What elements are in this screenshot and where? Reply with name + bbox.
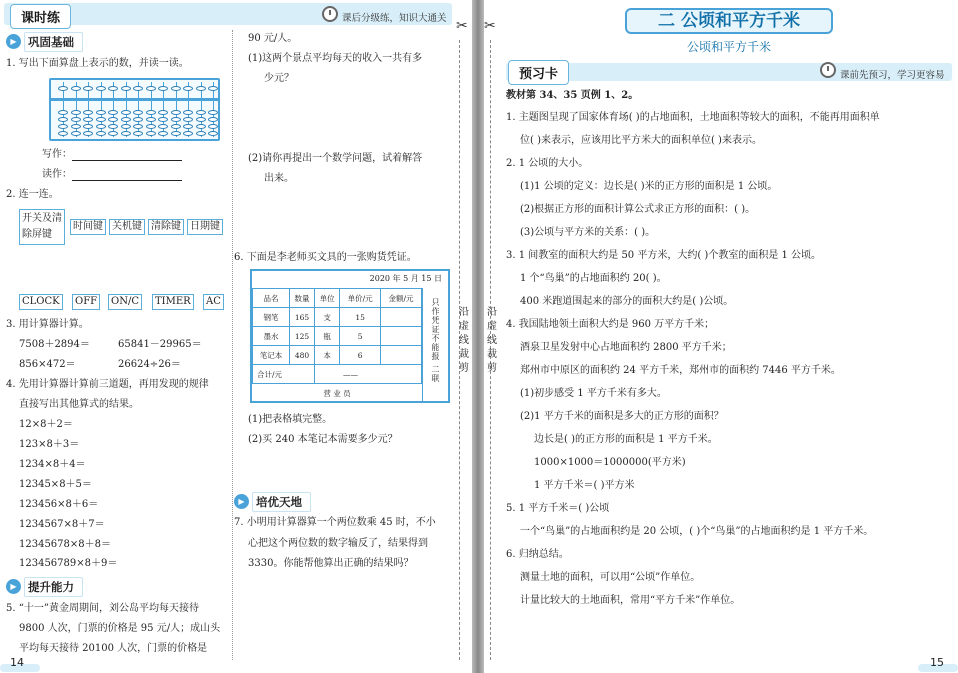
abacus-bead — [96, 110, 106, 115]
q4-item-1: 123×8＋3＝ — [19, 439, 80, 450]
book-gutter — [472, 0, 484, 673]
preview-line: (2)根据正方形的面积计算公式求正方形的面积：( )。 — [520, 204, 756, 215]
q5-sub2-2: 出来。 — [264, 173, 294, 184]
preview-line: 一个“鸟巢”的占地面积约是 20 公顷，( )个“鸟巢”的占地面积约是 1 平方千米。 — [520, 526, 874, 537]
receipt-amount-cell[interactable] — [381, 327, 422, 346]
q7-text-1: 7. 小明用计算器算一个两位数乘 45 时，不小 — [234, 517, 436, 528]
q5-text-2: 9800 人次，门票的价格是 95 元/人；成山头 — [19, 623, 221, 634]
abacus-bead — [146, 124, 156, 129]
q1-write-label: 写作： — [42, 149, 72, 160]
table-row — [253, 346, 422, 365]
key-cn-3: 清除键 — [148, 219, 184, 235]
abacus-bead — [183, 117, 193, 122]
q4-item-4: 123456×8＋6＝ — [19, 499, 99, 510]
receipt-table — [250, 269, 450, 403]
receipt-header-row — [253, 289, 422, 308]
receipt-side-note — [422, 288, 448, 401]
q3-item-3: 26624÷26＝ — [118, 359, 181, 370]
key-en-1: OFF — [72, 294, 100, 310]
abacus-bead — [71, 86, 81, 91]
chapter-title: 二 公顷和平方千米 — [625, 8, 833, 34]
key-cn-1: 时间键 — [70, 219, 106, 235]
abacus-bead — [196, 131, 206, 136]
play-icon: ▶ — [234, 494, 249, 509]
table-row — [253, 327, 422, 346]
abacus-bead — [96, 131, 106, 136]
receipt-side-bottom: 二联 — [431, 365, 440, 383]
key-en-0: CLOCK — [19, 294, 63, 310]
q7-text-2: 心把这个两位数的数字输反了，结果得到 — [248, 538, 428, 549]
abacus-bead — [108, 110, 118, 115]
receipt-cell: 6 — [340, 346, 381, 365]
q1-read-blank[interactable] — [72, 172, 182, 181]
receipt-total-dash: —— — [315, 365, 422, 384]
abacus-bead — [121, 117, 131, 122]
table-row — [253, 308, 422, 327]
section-extend — [234, 493, 311, 510]
abacus-bead — [83, 117, 93, 122]
q6-sub2: (2)买 240 本笔记本需要多少元？ — [248, 434, 398, 445]
abacus-bead — [171, 110, 181, 115]
key-cn-2: 关机键 — [109, 219, 145, 235]
abacus-bead — [108, 131, 118, 136]
key-en-2: ON/C — [108, 294, 142, 310]
preview-line: 1. 主题图呈现了国家体育场( )的占地面积，土地面积等较大的面积，不能再用面积单 — [506, 112, 880, 123]
key-cn-0: 开关及清除屏键 — [19, 209, 65, 245]
section-basic — [6, 33, 83, 50]
preview-line: 位( )来表示，应该用比平方米大的面积单位( )来表示。 — [520, 135, 762, 146]
q3-text: 3. 用计算器计算。 — [6, 319, 89, 330]
abacus-bead — [58, 86, 68, 91]
table-row — [253, 384, 422, 403]
preview-line: 郑州市中原区的面积约 24 平方千米，郑州市的面积约 7446 平方千米。 — [520, 365, 841, 376]
q5-text-1: 5. “十一”黄金周期间，刘公岛平均每天接待 — [6, 603, 199, 614]
abacus-bead — [146, 117, 156, 122]
abacus-bead — [121, 124, 131, 129]
left-page — [0, 0, 470, 673]
receipt-cell: 瓶 — [315, 327, 340, 346]
abacus-bead — [208, 86, 218, 91]
abacus-bead — [121, 110, 131, 115]
q6-sub1: (1)把表格填完整。 — [248, 414, 333, 425]
abacus-bead — [121, 86, 131, 91]
preview-line: 4. 我国陆地领土面积大约是 960 万平方千米； — [506, 319, 715, 330]
receipt-seller: 营 业 员 — [323, 388, 351, 398]
q3-item-2: 856×472＝ — [19, 359, 76, 370]
abacus-bead — [83, 124, 93, 129]
preview-line: 1000×1000＝1000000(平方米) — [534, 457, 686, 468]
preview-line: 2. 1 公顷的大小。 — [506, 158, 589, 169]
abacus-bead — [71, 117, 81, 122]
abacus-bead — [146, 86, 156, 91]
abacus-bead — [196, 117, 206, 122]
receipt-cell: 125 — [289, 327, 314, 346]
scissors-icon: ✂ — [456, 18, 468, 34]
preview-line: (3)公顷与平方米的关系：( )。 — [520, 227, 656, 238]
q4-item-6: 12345678×8＋8＝ — [19, 539, 112, 550]
page-number-left: 14 — [10, 656, 24, 669]
abacus-bead — [83, 131, 93, 136]
abacus-bead — [96, 124, 106, 129]
receipt-cell: 笔记本 — [253, 346, 290, 365]
abacus-bead — [208, 110, 218, 115]
q5-sub1-2: 少元？ — [264, 73, 294, 84]
q4-item-5: 1234567×8＋7＝ — [19, 519, 105, 530]
preview-line: 400 米跑道围起来的部分的面积大约是( )公顷。 — [520, 296, 734, 307]
receipt-cell: 165 — [289, 308, 314, 327]
q5-text-3: 平均每天接待 20100 人次，门票的价格是 — [19, 643, 208, 654]
key-en-3: TIMER — [152, 294, 194, 310]
preview-card-title: 预习卡 — [508, 60, 569, 85]
abacus-bead — [71, 124, 81, 129]
q1-write-blank[interactable] — [72, 152, 182, 161]
abacus-bead — [158, 117, 168, 122]
abacus-bead — [196, 110, 206, 115]
clock-icon — [322, 6, 338, 22]
receipt-side-text: 只作凭证不能报 — [431, 298, 440, 361]
q1-text: 1. 写出下面算盘上表示的数，并读一读。 — [6, 58, 189, 69]
abacus-bead — [83, 110, 93, 115]
preview-line: 测量土地的面积，可以用“公顷”作单位。 — [520, 572, 701, 583]
abacus-bead — [71, 131, 81, 136]
q4-text-1: 4. 先用计算器计算前三道题，再用发现的规律 — [6, 379, 209, 390]
abacus-bead — [146, 110, 156, 115]
receipt-date: 2020 年 5 月 15 日 — [369, 274, 442, 283]
scissors-icon: ✂ — [484, 18, 496, 34]
receipt-cell: 5 — [340, 327, 381, 346]
abacus-bead — [146, 131, 156, 136]
abacus-bead — [133, 117, 143, 122]
preview-line: 计量比较大的土地面积，常用“平方千米”作单位。 — [520, 595, 741, 606]
abacus-bead — [71, 110, 81, 115]
preview-line: 酒泉卫星发射中心占地面积约 2800 平方千米； — [520, 342, 732, 353]
preview-line: 3. 1 间教室的面积大约是 50 平方米，大约( )个教室的面积是 1 公顷。 — [506, 250, 822, 261]
receipt-cell: 墨水 — [253, 327, 290, 346]
abacus-bead — [121, 131, 131, 136]
abacus-bead — [171, 117, 181, 122]
play-icon: ▶ — [6, 579, 21, 594]
abacus-bead — [133, 124, 143, 129]
q1-write-row — [42, 148, 182, 161]
receipt-cell: 支 — [315, 308, 340, 327]
preview-line: 边长是( )的正方形的面积是 1 平方千米。 — [534, 434, 718, 445]
cut-text-right: 沿虚线裁剪 — [487, 307, 497, 374]
abacus-bead — [96, 117, 106, 122]
abacus-bead — [183, 131, 193, 136]
receipt-amount-cell[interactable] — [381, 346, 422, 365]
key-cn-4: 日期键 — [187, 219, 223, 235]
preview-line: (2)1 平方千米的面积是多大的正方形的面积？ — [520, 411, 724, 422]
abacus-bead — [183, 110, 193, 115]
q5-text-4: 90 元/人。 — [248, 33, 298, 44]
preview-line: (1)初步感受 1 平方千米有多大。 — [520, 388, 667, 399]
abacus-bead — [133, 131, 143, 136]
abacus-bead — [158, 86, 168, 91]
q4-item-0: 12×8＋2＝ — [19, 419, 73, 430]
abacus-bead — [108, 124, 118, 129]
abacus-bead — [183, 124, 193, 129]
abacus-bead — [196, 124, 206, 129]
clock-icon — [820, 62, 836, 78]
abacus-bead — [108, 117, 118, 122]
abacus-bead — [196, 86, 206, 91]
preview-line: 5. 1 平方千米＝( )公顷 — [506, 503, 610, 514]
q5-sub2-1: (2)请你再提出一个数学问题，试着解答 — [248, 153, 423, 164]
q4-item-2: 1234×8＋4＝ — [19, 459, 86, 470]
receipt-total-label: 合计/元 — [253, 365, 315, 384]
textbook-ref: 教材第 34、35 页例 1、2。 — [506, 90, 639, 101]
abacus-bead — [171, 131, 181, 136]
abacus-bead — [208, 131, 218, 136]
abacus-bead — [133, 110, 143, 115]
abacus-bead — [171, 86, 181, 91]
abacus-bead — [158, 124, 168, 129]
abacus-bead — [171, 124, 181, 129]
q5-sub1-1: (1)这两个景点平均每天的收入一共有多 — [248, 53, 423, 64]
page-number-right: 15 — [930, 656, 944, 669]
q6-text: 6. 下面是李老师买文具的一张购货凭证。 — [234, 252, 417, 263]
abacus-bead — [58, 117, 68, 122]
chapter-subtitle: 公顷和平方千米 — [686, 40, 771, 54]
abacus-bead — [58, 110, 68, 115]
q4-item-3: 12345×8＋5＝ — [19, 479, 92, 490]
section-extend-label: 培优天地 — [252, 492, 311, 512]
section-ability-label: 提升能力 — [24, 577, 83, 597]
preview-line: 1 平方千米＝( )平方米 — [534, 480, 635, 491]
receipt-cell: 钢笔 — [253, 308, 290, 327]
q1-read-label: 读作： — [42, 169, 72, 180]
key-en-4: AC — [203, 294, 224, 310]
receipt-header-cell: 单价/元 — [340, 289, 381, 308]
q4-text-2: 直接写出其他算式的结果。 — [19, 399, 139, 410]
receipt-header-cell: 数量 — [289, 289, 314, 308]
abacus-bead — [158, 131, 168, 136]
abacus-bead — [158, 110, 168, 115]
receipt-header-cell: 金额/元 — [381, 289, 422, 308]
receipt-grid — [252, 288, 422, 403]
receipt-header-cell: 品名 — [253, 289, 290, 308]
right-header-slogan: 课前先预习，学习更容易 — [840, 70, 945, 81]
abacus-bead — [96, 86, 106, 91]
left-header-title: 课时练 — [10, 4, 71, 29]
q3-item-0: 7508＋2894＝ — [19, 339, 90, 350]
receipt-cell: 480 — [289, 346, 314, 365]
q2-text: 2. 连一连。 — [6, 189, 59, 200]
section-basic-label: 巩固基础 — [24, 32, 83, 52]
abacus-bead — [58, 124, 68, 129]
play-icon: ▶ — [6, 34, 21, 49]
abacus-figure — [49, 78, 220, 141]
preview-line: 1 个“鸟巢”的占地面积约 20( )。 — [520, 273, 667, 284]
preview-line: (1)1 公顷的定义：边长是( )米的正方形的面积是 1 公顷。 — [520, 181, 778, 192]
section-ability — [6, 578, 83, 595]
abacus-bead — [108, 86, 118, 91]
q1-read-row — [42, 168, 182, 181]
cut-text-left: 沿虚线裁剪 — [459, 307, 469, 374]
abacus-bead — [208, 117, 218, 122]
left-header-slogan: 课后分级练，知识大通关 — [342, 13, 447, 24]
receipt-header-cell: 单位 — [315, 289, 340, 308]
receipt-cell: 15 — [340, 308, 381, 327]
table-row — [253, 365, 422, 384]
q7-text-3: 3330。你能帮他算出正确的结果吗？ — [248, 558, 414, 569]
abacus-bead — [208, 124, 218, 129]
abacus-bead — [83, 86, 93, 91]
receipt-cell: 本 — [315, 346, 340, 365]
q3-item-1: 65841－29965＝ — [118, 339, 202, 350]
receipt-amount-cell[interactable] — [381, 308, 422, 327]
q4-item-7: 123456789×8＋9＝ — [19, 558, 118, 569]
preview-line: 6. 归纳总结。 — [506, 549, 569, 560]
abacus-bead — [183, 86, 193, 91]
column-divider — [232, 30, 233, 660]
abacus-bead — [58, 131, 68, 136]
abacus-bead — [133, 86, 143, 91]
